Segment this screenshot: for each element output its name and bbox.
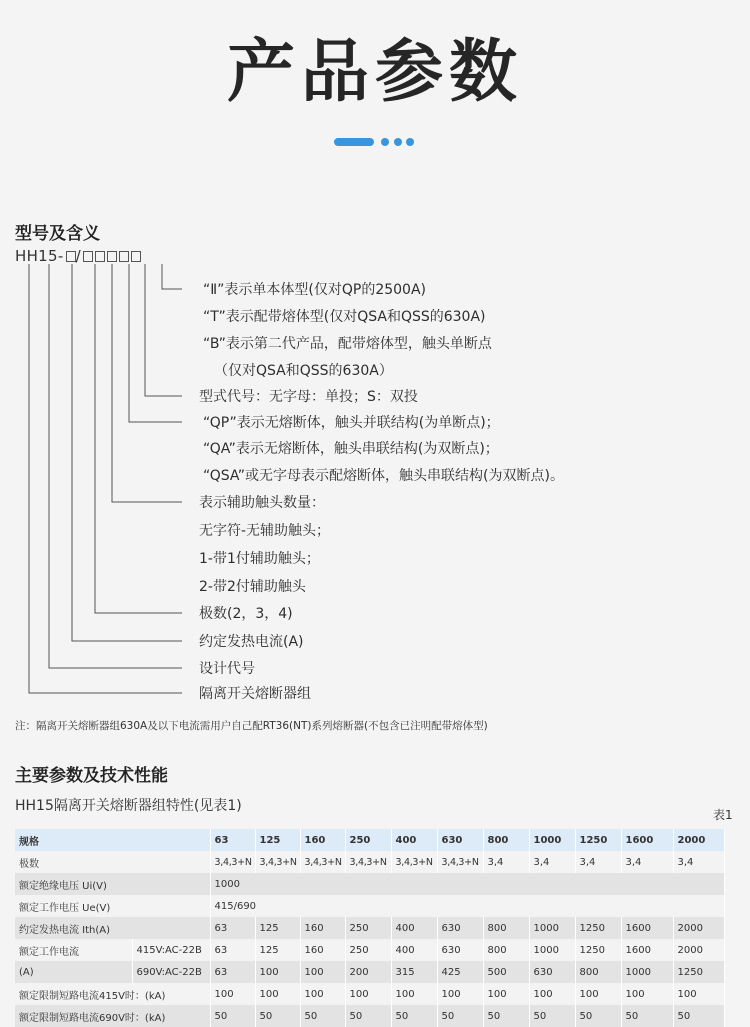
value-cell: 125: [255, 939, 300, 961]
code-meaning-line: “B”表示第二代产品，配带熔体型，触头单断点: [203, 336, 492, 352]
table-row: [15, 917, 724, 939]
header-rating-cell: 1000: [529, 829, 575, 851]
value-cell: 50: [529, 1005, 575, 1027]
value-cell: 3,4,3+N: [300, 851, 345, 873]
value-cell: 100: [255, 961, 300, 983]
model-code-prefix: HH15-: [15, 247, 64, 265]
code-meaning-line: 极数(2，3，4): [199, 606, 293, 622]
header-rating-cell: 125: [255, 829, 300, 851]
row-label-cell: 约定发热电流 Ith(A): [15, 917, 210, 939]
value-cell: 1250: [575, 917, 621, 939]
value-cell: 500: [483, 961, 529, 983]
value-cell: 425: [437, 961, 483, 983]
value-cell: 50: [210, 1005, 255, 1027]
leader-line: [112, 264, 182, 502]
header-rating-cell: 630: [437, 829, 483, 851]
row-label-cell: 额定限制短路电流690V时：(kA): [15, 1005, 210, 1027]
value-cell: 50: [345, 1005, 391, 1027]
value-cell: 800: [483, 939, 529, 961]
leader-line: [129, 264, 182, 422]
params-subtitle: HH15隔离开关熔断器组特性(见表1): [15, 798, 242, 814]
row-sublabel-cell: 690V:AC-22B: [132, 961, 210, 983]
code-meaning-line: 1-带1付辅助触头；: [199, 551, 320, 567]
value-cell: 3,4: [621, 851, 673, 873]
value-cell: 63: [210, 917, 255, 939]
code-meaning-line: 设计代号: [199, 661, 255, 677]
value-cell: 1000: [621, 961, 673, 983]
table-header-row: [15, 829, 724, 851]
code-meaning-line: “Ⅱ”表示单本体型(仅对QP的2500A): [203, 282, 426, 298]
value-cell: 100: [255, 983, 300, 1005]
header-rating-cell: 800: [483, 829, 529, 851]
header-rating-cell: 1250: [575, 829, 621, 851]
value-cell: 800: [575, 961, 621, 983]
code-meaning-line: “QP”表示无熔断体，触头并联结构(为单断点)；: [203, 415, 500, 431]
code-meaning-line: 无字符-无辅助触头；: [199, 523, 331, 539]
header-rating-cell: 63: [210, 829, 255, 851]
leader-line: [49, 264, 182, 668]
page-title: 产品参数: [226, 33, 523, 112]
value-cell: 1600: [621, 917, 673, 939]
value-cell: 100: [391, 983, 437, 1005]
value-cell: 630: [437, 939, 483, 961]
row-label-cell: 额定工作电流: [15, 939, 132, 961]
value-cell: 100: [673, 983, 724, 1005]
code-meaning-line: 2-带2付辅助触头: [199, 579, 306, 595]
leader-line: [95, 264, 182, 613]
code-meaning-line: 约定发热电流(A): [199, 634, 304, 650]
value-cell: 100: [210, 983, 255, 1005]
code-meaning-line: “QA”表示无熔断体，触头串联结构(为双断点)；: [203, 441, 499, 457]
leader-line: [145, 264, 182, 396]
value-cell: 1600: [621, 939, 673, 961]
value-cell: 100: [345, 983, 391, 1005]
value-cell: 100: [300, 983, 345, 1005]
value-cell: 630: [437, 917, 483, 939]
value-cell: 3,4,3+N: [345, 851, 391, 873]
value-cell: 100: [575, 983, 621, 1005]
value-cell: 100: [621, 983, 673, 1005]
value-cell: 200: [345, 961, 391, 983]
value-cell: 3,4: [483, 851, 529, 873]
value-cell: 250: [345, 939, 391, 961]
value-cell: 1000: [210, 873, 724, 895]
table-label: 表1: [713, 808, 733, 822]
header-rating-cell: 1600: [621, 829, 673, 851]
value-cell: 100: [300, 961, 345, 983]
value-cell: 50: [483, 1005, 529, 1027]
code-meaning-line: （仅对QSA和QSS的630A）: [214, 363, 393, 379]
value-cell: 2000: [673, 917, 724, 939]
value-cell: 3,4,3+N: [437, 851, 483, 873]
value-cell: 315: [391, 961, 437, 983]
value-cell: 3,4,3+N: [210, 851, 255, 873]
fuse-note: 注：隔离开关熔断器组630A及以下电流需用户自己配RT36(NT)系列熔断器(不包含已注明配带熔体型): [15, 720, 488, 732]
value-cell: 50: [391, 1005, 437, 1027]
model-heading: 型号及含义: [15, 224, 100, 244]
header-rating-cell: 160: [300, 829, 345, 851]
model-code-slash: /: [75, 247, 81, 265]
row-label-cell: 极数: [15, 851, 210, 873]
spec-table: [15, 829, 725, 1027]
value-cell: 160: [300, 917, 345, 939]
code-meaning-line: “T”表示配带熔体型(仅对QSA和QSS的630A): [203, 309, 486, 325]
value-cell: 1000: [529, 917, 575, 939]
value-cell: 125: [255, 917, 300, 939]
table-row: [15, 983, 724, 1005]
leader-line: [29, 264, 182, 693]
value-cell: 50: [621, 1005, 673, 1027]
value-cell: 50: [437, 1005, 483, 1027]
value-cell: 63: [210, 939, 255, 961]
table-row: [15, 895, 724, 917]
value-cell: 50: [673, 1005, 724, 1027]
value-cell: 50: [575, 1005, 621, 1027]
code-meaning-line: 型式代号：无字母：单投；S：双投: [199, 389, 418, 405]
value-cell: 1250: [673, 961, 724, 983]
header-label-cell: 规格: [15, 829, 210, 851]
value-cell: 3,4: [673, 851, 724, 873]
table-row: [15, 873, 724, 895]
header-rating-cell: 400: [391, 829, 437, 851]
code-meaning-line: 表示辅助触头数量：: [199, 495, 325, 511]
table-row: [15, 1005, 724, 1027]
value-cell: 3,4: [575, 851, 621, 873]
table-row: [15, 939, 724, 961]
value-cell: 630: [529, 961, 575, 983]
leader-line: [72, 264, 182, 641]
value-cell: 800: [483, 917, 529, 939]
leader-line: [162, 264, 182, 289]
value-cell: 415/690: [210, 895, 724, 917]
value-cell: 400: [391, 917, 437, 939]
header-rating-cell: 250: [345, 829, 391, 851]
code-meaning-line: 隔离开关熔断器组: [199, 686, 311, 702]
header-rating-cell: 2000: [673, 829, 724, 851]
value-cell: 1000: [529, 939, 575, 961]
row-label-cell: 额定绝缘电压 Ui(V): [15, 873, 210, 895]
value-cell: 400: [391, 939, 437, 961]
params-heading: 主要参数及技术性能: [15, 766, 168, 786]
value-cell: 50: [300, 1005, 345, 1027]
value-cell: 3,4: [529, 851, 575, 873]
value-cell: 250: [345, 917, 391, 939]
code-meaning-line: “QSA”或无字母表示配熔断体，触头串联结构(为双断点)。: [203, 468, 564, 484]
value-cell: 160: [300, 939, 345, 961]
value-cell: 3,4,3+N: [255, 851, 300, 873]
row-label-cell: 额定工作电压 Ue(V): [15, 895, 210, 917]
value-cell: 100: [483, 983, 529, 1005]
table-row: [15, 851, 724, 873]
value-cell: 63: [210, 961, 255, 983]
row-label-cell: (A): [15, 961, 132, 983]
value-cell: 50: [255, 1005, 300, 1027]
value-cell: 100: [437, 983, 483, 1005]
row-sublabel-cell: 415V:AC-22B: [132, 939, 210, 961]
value-cell: 100: [529, 983, 575, 1005]
value-cell: 2000: [673, 939, 724, 961]
value-cell: 1250: [575, 939, 621, 961]
table-row: [15, 961, 724, 983]
row-label-cell: 额定限制短路电流415V时：(kA): [15, 983, 210, 1005]
value-cell: 3,4,3+N: [391, 851, 437, 873]
